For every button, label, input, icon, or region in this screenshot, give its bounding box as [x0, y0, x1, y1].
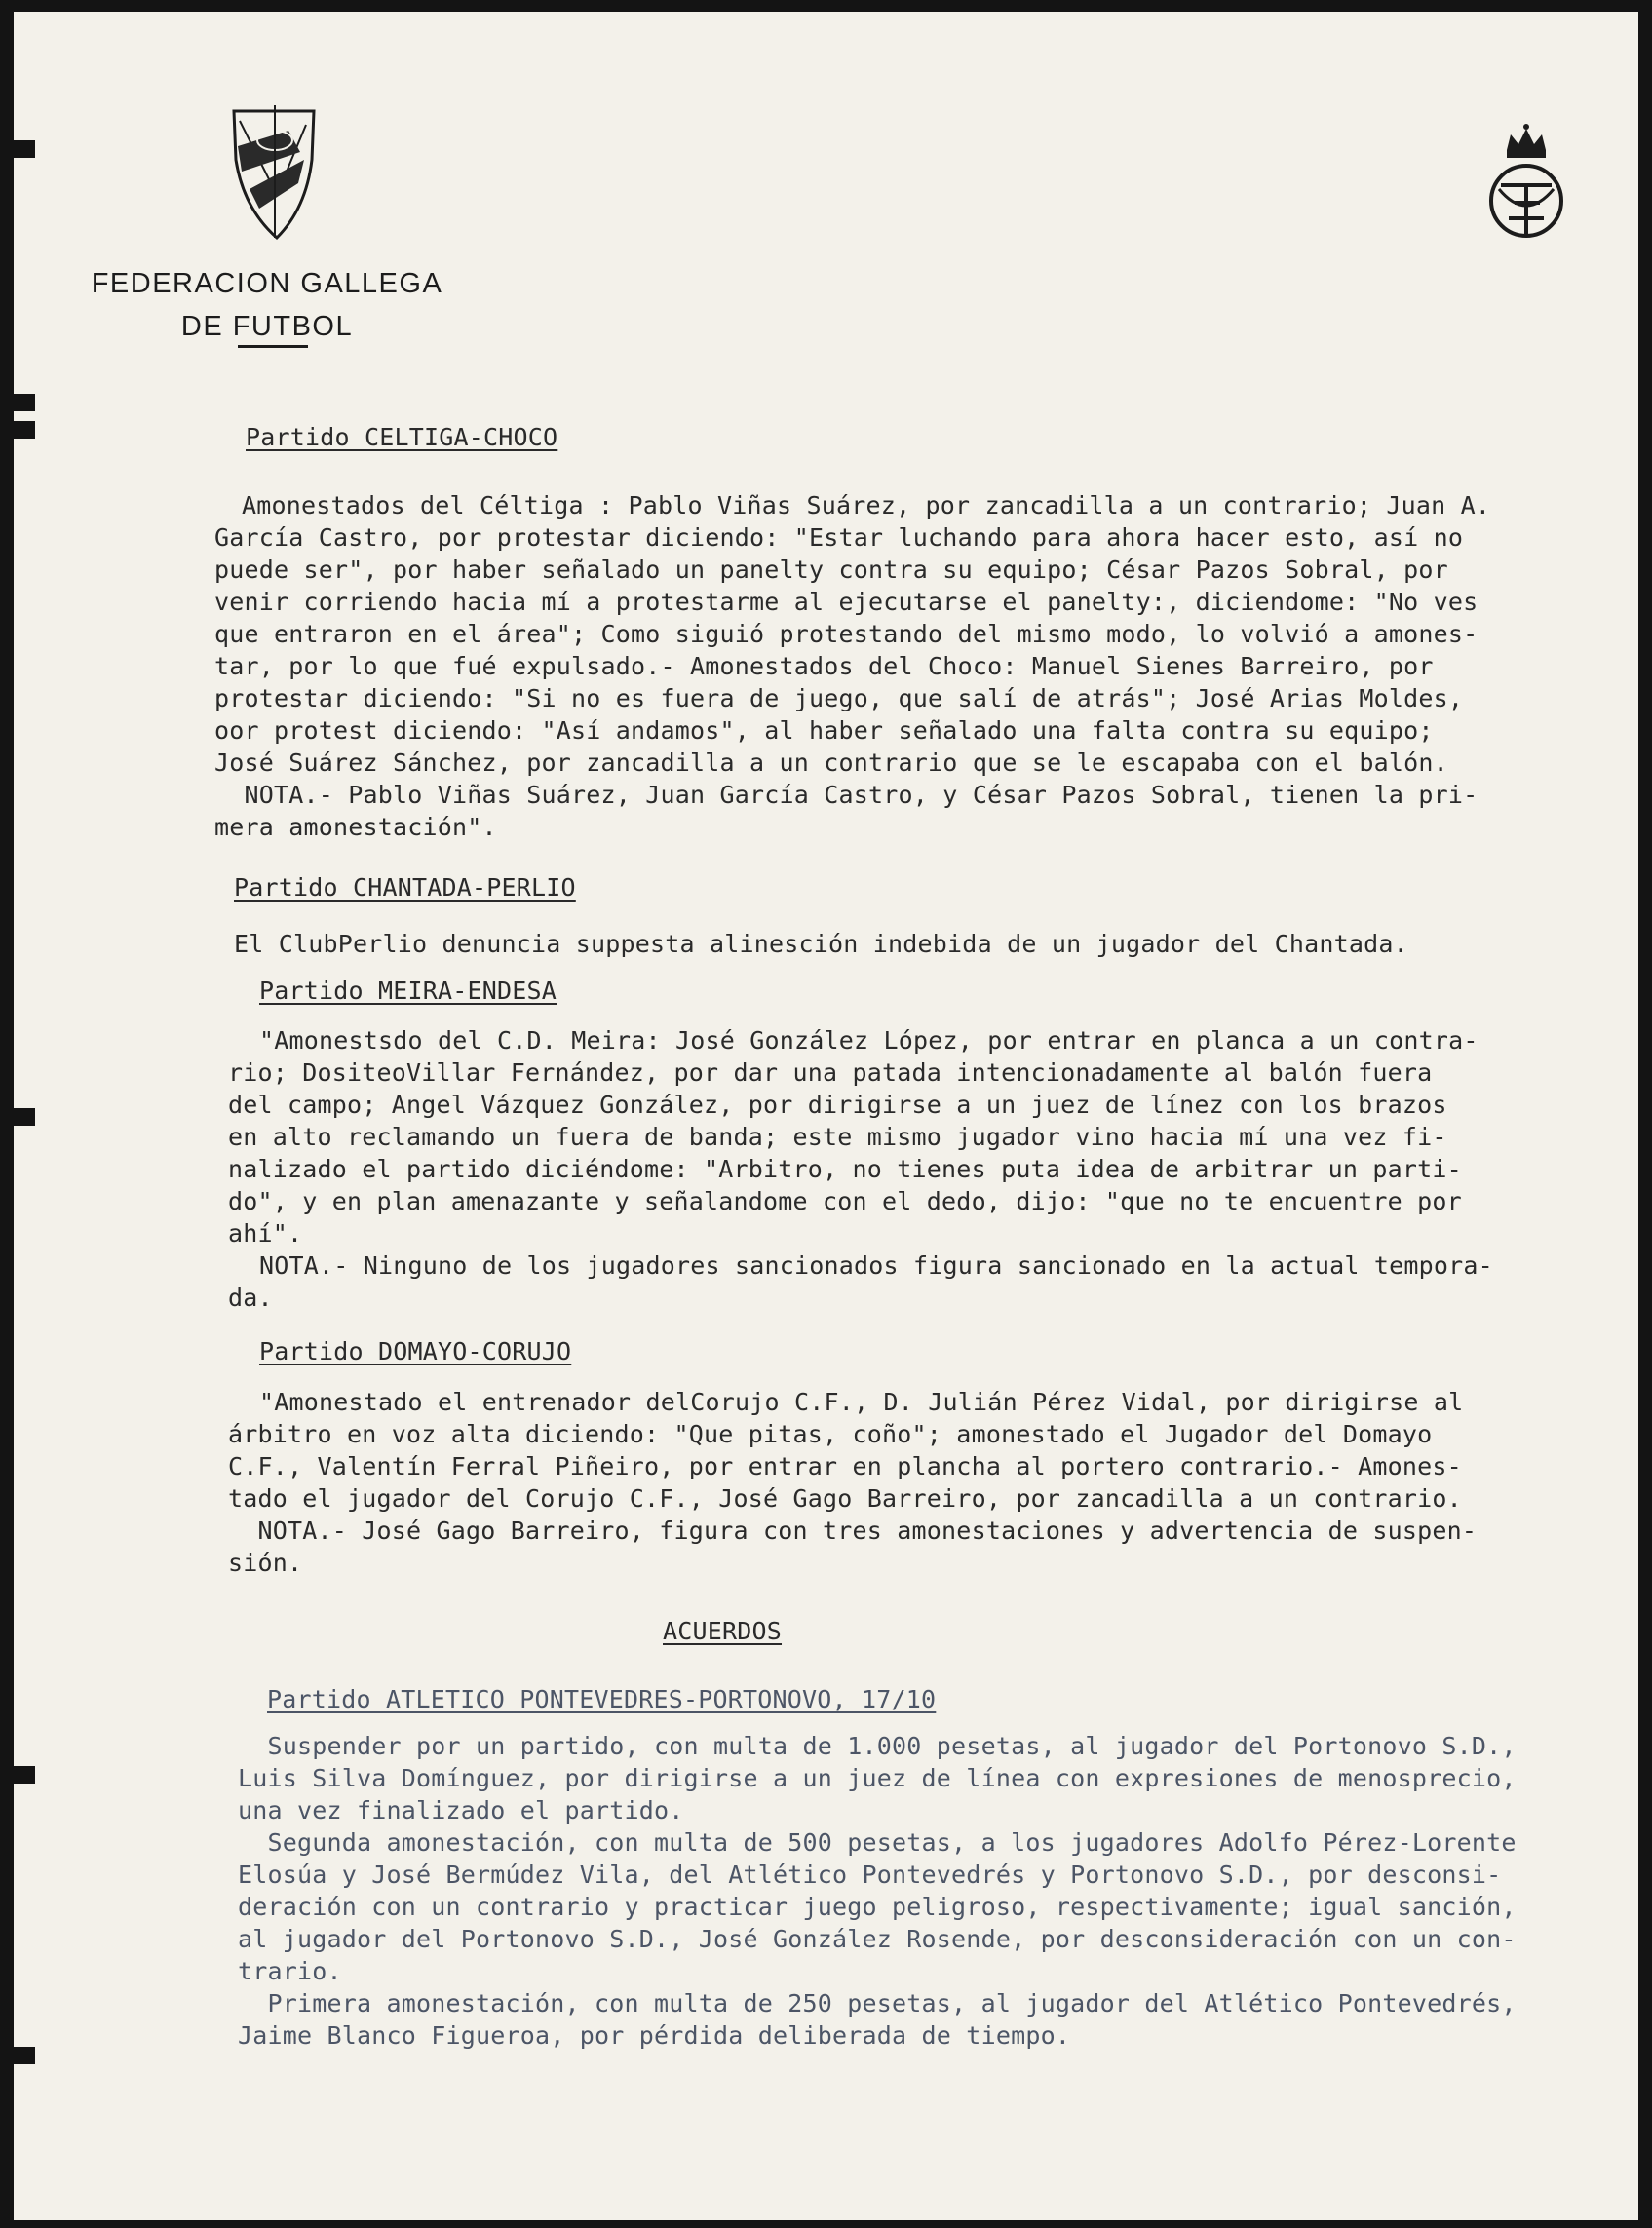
paragraph-line: sión. [228, 1549, 303, 1577]
federation-name-line1: FEDERACION GALLEGA [91, 268, 443, 299]
binder-hole [14, 2047, 35, 2064]
paragraph-line: mera amonestación". [214, 813, 497, 841]
paragraph-line: árbitro en voz alta diciendo: "Que pitas, coño"; amonestado el Jugador del Domayo [228, 1420, 1433, 1448]
paragraph-line: tar, por lo que fué expulsado.- Amonestados del Choco: Manuel Sienes Barreiro, por [214, 652, 1434, 680]
paragraph-line: nalizado el partido diciéndome: "Arbitro, no tienes puta idea de arbitrar un parti- [228, 1155, 1462, 1183]
section-heading: Partido CHANTADA-PERLIO [234, 873, 576, 902]
paragraph-line: García Castro, por protestar diciendo: "Estar luchando para ahora hacer esto, así no [214, 523, 1464, 552]
paragraph-line: una vez finalizado el partido. [238, 1796, 684, 1825]
header-rule [238, 345, 308, 348]
paragraph-line: "Amonestado el entrenador delCorujo C.F., D. Julián Pérez Vidal, por dirigirse al [259, 1388, 1464, 1416]
section-heading: ACUERDOS [663, 1617, 783, 1645]
paragraph-line: Primera amonestación, con multa de 250 pesetas, al jugador del Atlético Pontevedrés, [238, 1989, 1517, 2017]
paragraph-line: al jugador del Portonovo S.D., José González Rosende, por desconsideración con un con- [238, 1925, 1517, 1953]
paragraph-line: Jaime Blanco Figueroa, por pérdida deliberada de tiempo. [238, 2021, 1071, 2050]
paragraph-line: que entraron en el área"; Como siguió protestando del mismo modo, lo volvió a amones- [214, 620, 1479, 648]
paragraph-line: "Amonestsdo del C.D. Meira: José González López, por entrar en planca a un contra- [259, 1026, 1479, 1055]
binder-hole [14, 140, 35, 158]
section-heading: Partido DOMAYO-CORUJO [259, 1337, 572, 1365]
paragraph-line: Amonestados del Céltiga : Pablo Viñas Suárez, por zancadilla a un contrario; Juan A. [242, 491, 1491, 519]
paragraph-line: rio; DositeoVillar Fernández, por dar una patada intencionadamente al balón fuera [228, 1058, 1433, 1087]
binder-hole [14, 1108, 35, 1126]
paragraph-line: NOTA.- Ninguno de los jugadores sancionados figura sancionado en la actual tempora- [259, 1251, 1493, 1280]
federation-name-line2: DE FUTBOL [180, 311, 354, 342]
paragraph-line: deración con un contrario y practicar juego peligroso, respectivamente; igual sanción, [238, 1893, 1517, 1921]
section-heading: Partido CELTIGA-CHOCO [246, 423, 558, 451]
paragraph-line: C.F., Valentín Ferral Piñeiro, por entrar en plancha al portero contrario.- Amones- [228, 1452, 1462, 1480]
federation-name [53, 262, 481, 348]
paragraph-line: El ClubPerlio denuncia suppesta alinesción indebida de un jugador del Chantada. [234, 930, 1408, 958]
paragraph-line: Segunda amonestación, con multa de 500 pesetas, a los jugadores Adolfo Pérez-Lorente [238, 1828, 1517, 1857]
binder-hole [14, 394, 35, 411]
paragraph-line: do", y en plan amenazante y señalandome con el dedo, dijo: "que no te encuentre por [228, 1187, 1462, 1215]
binder-hole [14, 421, 35, 439]
binder-hole [14, 1766, 35, 1784]
paragraph-line: da. [228, 1284, 273, 1312]
federation-shield-logo-icon [230, 101, 318, 248]
document-page [14, 12, 1638, 2220]
paragraph-line: NOTA.- José Gago Barreiro, figura con tres amonestaciones y advertencia de suspen- [228, 1517, 1478, 1545]
paragraph-line: José Suárez Sánchez, por zancadilla a un contrario que se le escapaba con el balón. [214, 749, 1448, 777]
paragraph-line: oor protest diciendo: "Así andamos", al haber señalado una falta contra su equipo; [214, 716, 1434, 745]
paragraph-line: Elosúa y José Bermúdez Vila, del Atlético Pontevedrés y Portonovo S.D., por desconsi- [238, 1861, 1502, 1889]
paragraph-line: NOTA.- Pablo Viñas Suárez, Juan García Castro, y César Pazos Sobral, tienen la pri- [214, 781, 1479, 809]
paragraph-line: en alto reclamando un fuera de banda; este mismo jugador vino hacia mí una vez fi- [228, 1123, 1447, 1151]
paragraph-line: Luis Silva Domínguez, por dirigirse a un juez de línea con expresiones de menosprecio, [238, 1764, 1517, 1792]
paragraph-line: ahí". [228, 1219, 303, 1248]
paragraph-line: trario. [238, 1957, 342, 1985]
section-heading: Partido MEIRA-ENDESA [259, 977, 557, 1005]
paragraph-line: puede ser", por haber señalado un panelty contra su equipo; César Pazos Sobral, por [214, 556, 1448, 584]
section-heading: Partido ATLETICO PONTEVEDRES-PORTONOVO, 17/10 [267, 1685, 937, 1713]
paragraph-line: protestar diciendo: "Si no es fuera de juego, que salí de atrás"; José Arias Moldes, [214, 684, 1464, 712]
paragraph-line: venir corriendo hacia mí a protestarme al ejecutarse el panelty:, diciendome: "No ves [214, 588, 1479, 616]
paragraph-line: tado el jugador del Corujo C.F., José Gago Barreiro, por zancadilla a un contrario. [228, 1484, 1462, 1513]
paragraph-line: del campo; Angel Vázquez González, por dirigirse a un juez de línez con los brazos [228, 1091, 1447, 1119]
crowned-monogram-emblem-icon [1485, 121, 1567, 248]
paragraph-line: Suspender por un partido, con multa de 1.000 pesetas, al jugador del Portonovo S.D., [238, 1732, 1517, 1760]
